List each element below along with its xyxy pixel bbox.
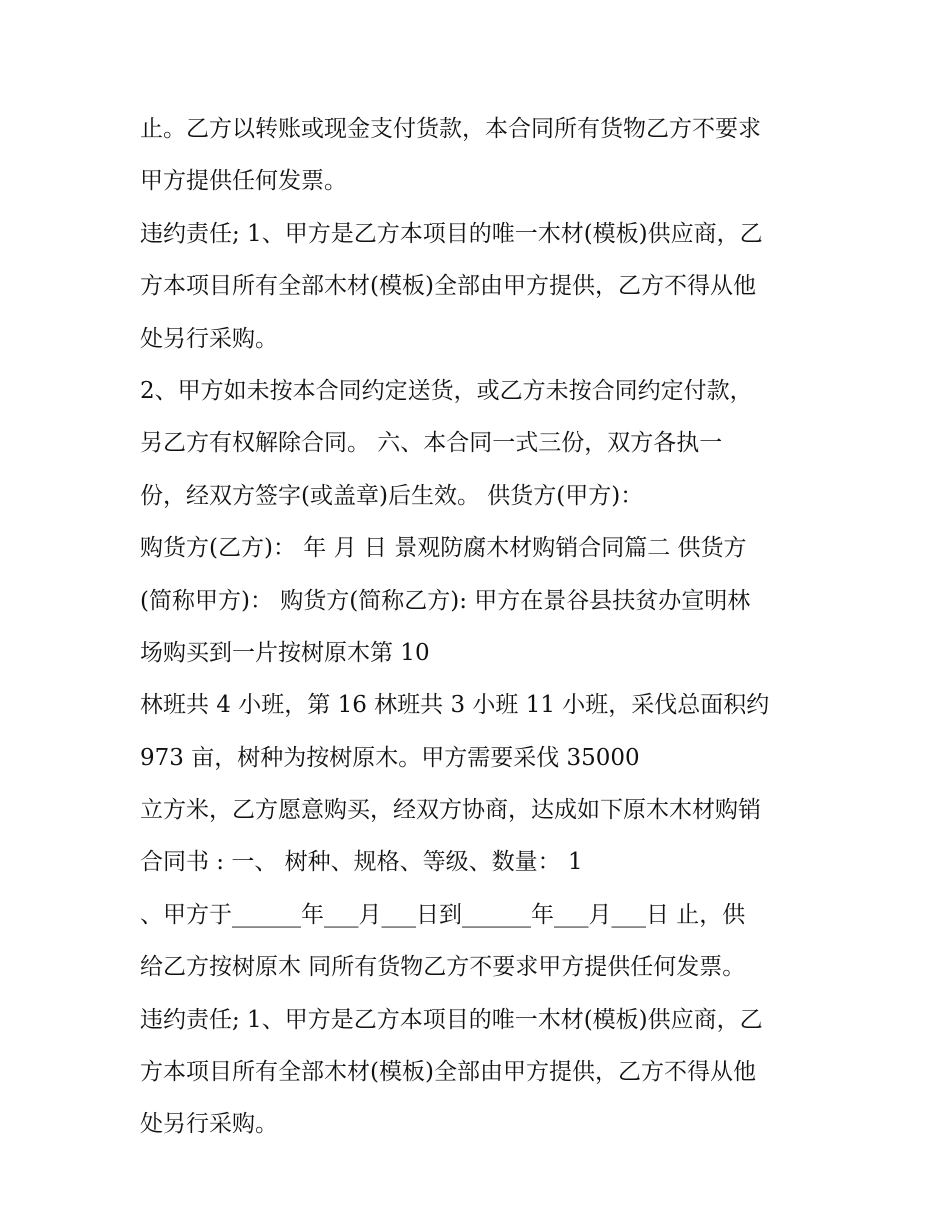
text-line: 973 亩，树种为按树原木。甲方需要采伐 35000 <box>140 744 640 771</box>
text-line: 给乙方按树原木 同所有货物乙方不要求甲方提供任何发票。 <box>140 954 746 981</box>
text-line: 另乙方有权解除合同。 六、本合同一式三份，双方各执一 <box>140 430 723 457</box>
text-line: 、甲方于______年___月___日到______年___月___日 止，供 <box>140 901 746 928</box>
text-line: 止。乙方以转账或现金支付货款，本合同所有货物乙方不要求 <box>140 116 761 142</box>
text-line: 林班共 4 小班，第 16 林班共 3 小班 11 小班，采伐总面积约 <box>140 692 770 719</box>
text-line: 立方米，乙方愿意购买，经双方协商，达成如下原木木材购销 <box>140 797 761 824</box>
text-line: 处另行采购。 <box>140 325 278 352</box>
contract-text <box>140 103 840 1151</box>
text-line: 违约责任; 1、甲方是乙方本项目的唯一木材(模板)供应商，乙 <box>140 1006 763 1033</box>
text-line: 合同书 : 一、 树种、规格、等级、数量： 1 <box>140 849 583 876</box>
text-line: 甲方提供任何发票。 <box>140 168 347 195</box>
text-line: 场购买到一片按树原木第 10 <box>140 639 430 666</box>
text-line: 2、甲方如未按本合同约定送货，或乙方未按合同约定付款， <box>140 377 753 404</box>
text-line: 购货方(乙方)： 年 月 日 景观防腐木材购销合同篇二 供货方 <box>140 535 747 562</box>
text-line: 处另行采购。 <box>140 1111 278 1138</box>
text-line: (简称甲方)： 购货方(简称乙方): 甲方在景谷县扶贫办宣明林 <box>140 587 751 614</box>
text-line: 份，经双方签字(或盖章)后生效。 供货方(甲方)： <box>140 482 644 509</box>
text-line: 方本项目所有全部木材(模板)全部由甲方提供，乙方不得从他 <box>140 273 756 300</box>
text-line: 违约责任; 1、甲方是乙方本项目的唯一木材(模板)供应商，乙 <box>140 220 763 247</box>
text-line: 方本项目所有全部木材(模板)全部由甲方提供，乙方不得从他 <box>140 1059 756 1086</box>
